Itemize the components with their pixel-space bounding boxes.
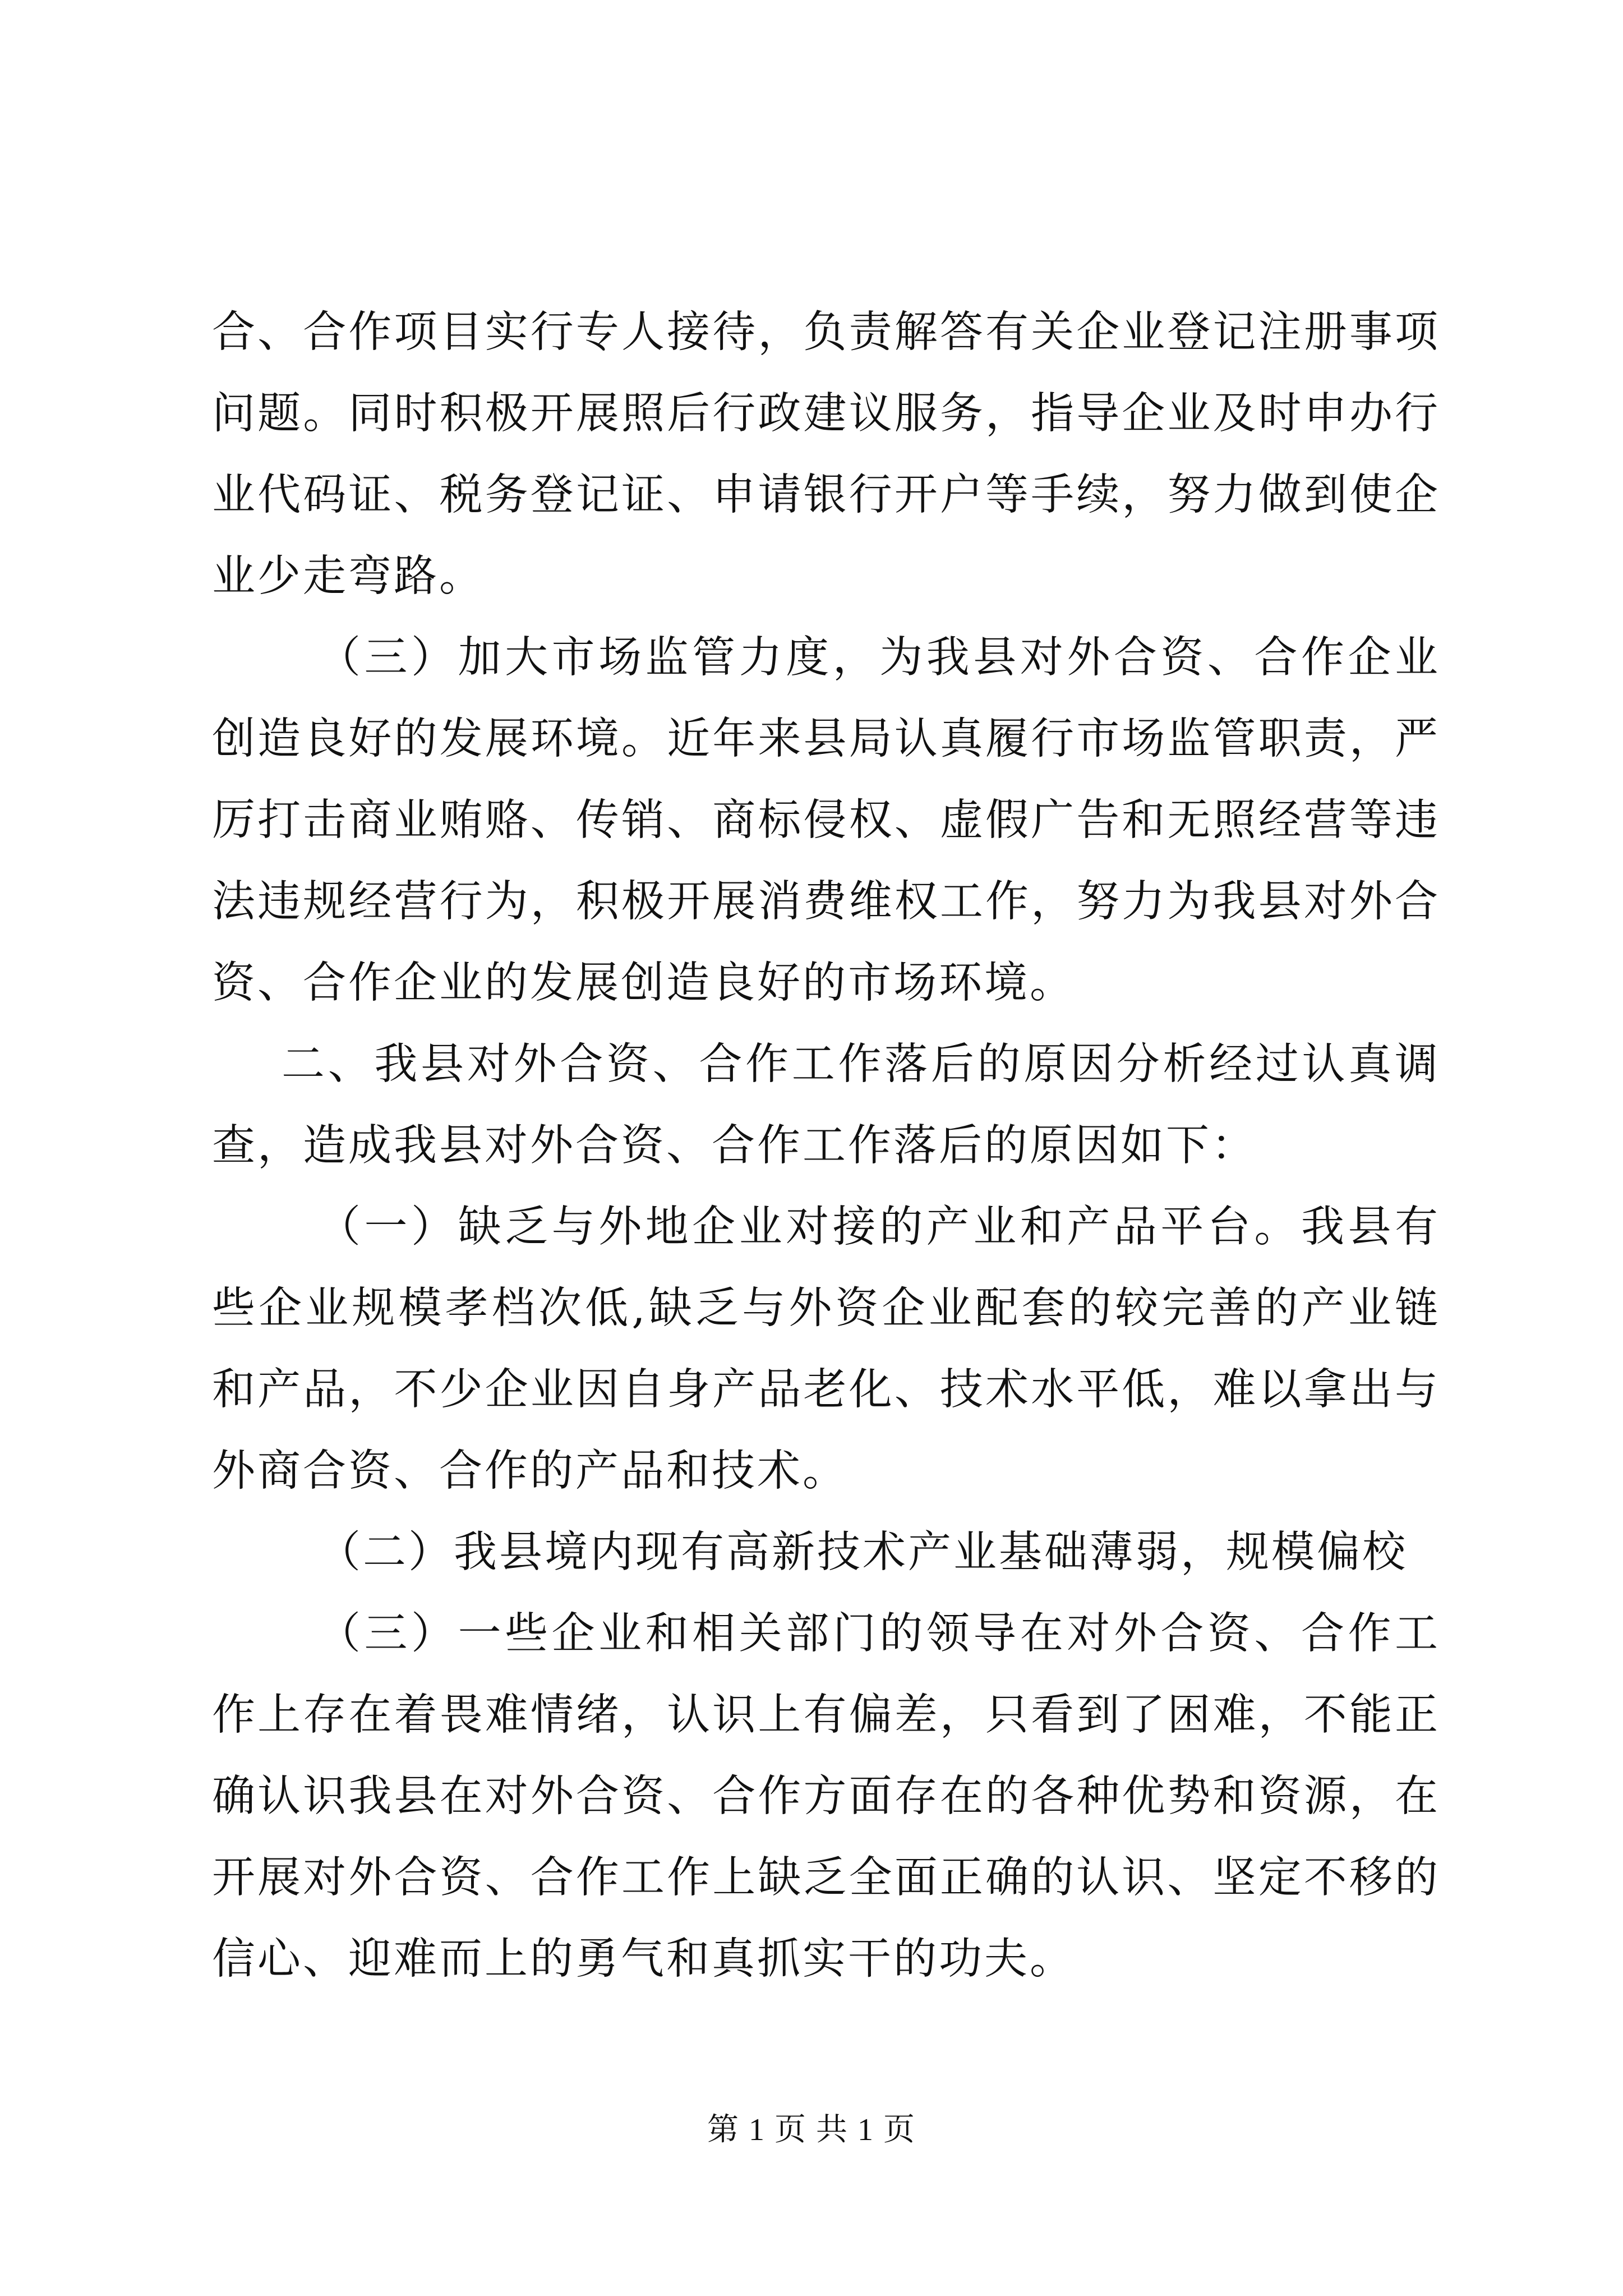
paragraph-reason-one: （一）缺乏与外地企业对接的产业和产品平台。我县有些企业规模孝档次低,缺乏与外资企业配套的较完善的产业链和产品，不少企业因自身产品老化、技术水平低，难以拿出与外商合资、合作的产品和技术。 <box>212 1202 1440 1496</box>
paragraph-market-supervision: （三）加大市场监管力度，为我县对外合资、合作企业创造良好的发展环境。近年来县局认真履行市场监管职责，严厉打击商业贿赂、传销、商标侵权、虚假广告和无照经营等违法违规经营行为，积极开展消费维权工作，努力为我县对外合资、合作企业的发展创造良好的市场环境。 <box>212 633 1440 1008</box>
paragraph-reason-two: （二）我县境内现有高新技术产业基础薄弱，规模偏校 <box>317 1527 1408 1577</box>
paragraph-reason-three: （三）一些企业和相关部门的领导在对外合资、合作工作上存在着畏难情绪，认识上有偏差，只看到了困难，不能正确认识我县在对外合资、合作方面存在的各种优势和资源，在开展对外合资、合作工作上缺乏全面正确的认识、坚定不移的信心、迎难而上的勇气和真抓实干的功夫。 <box>212 1609 1440 1984</box>
paragraph-continuation: 合、合作项目实行专人接待，负责解答有关企业登记注册事项问题。同时积极开展照后行政建议服务，指导企业及时申办行业代码证、税务登记证、申请银行开户等手续，努力做到使企业少走弯路。 <box>212 307 1440 601</box>
page-footer: 第 1 页 共 1 页 <box>707 2113 916 2147</box>
paragraph-section-two-heading: 二、我县对外合资、合作工作落后的原因分析经过认真调查，造成我县对外合资、合作工作落后的原因如下： <box>212 1039 1440 1171</box>
document-body <box>212 292 1440 2000</box>
